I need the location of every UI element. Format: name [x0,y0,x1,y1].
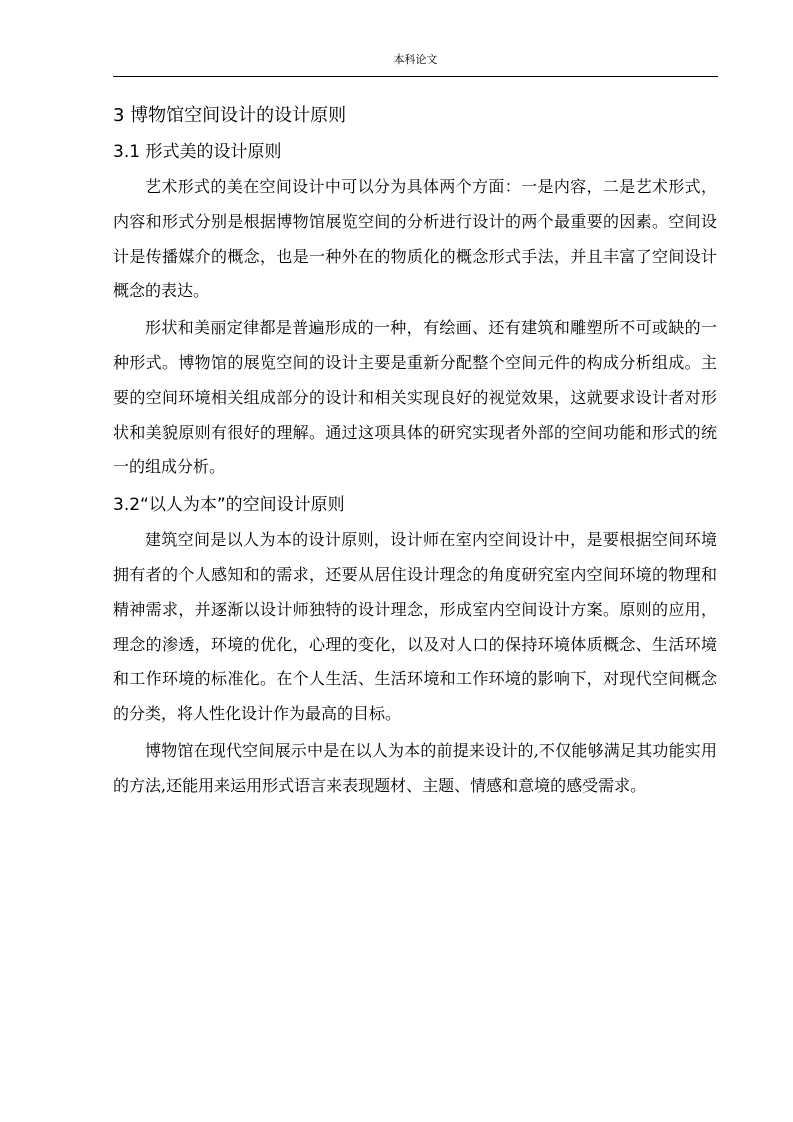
header-title: 本科论文 [393,53,438,66]
page-header [113,52,718,77]
paragraph: 建筑空间是以人为本的设计原则，设计师在室内空间设计中，是要根据空间环境拥有者的个人感知和的需求，还要从居住设计理念的角度研究室内空间环境的物理和精神需求，并逐渐以设计师独特的设计理念，形成室内空间设计方案。原则的应用，理念的渗透，环境的优化，心理的变化，以及对人口的保持环境体质概念、生活环境和工作环境的标准化。在个人生活、生活环境和工作环境的影响下，对现代空间概念的分类，将人性化设计作为最高的目标。 [113,530,717,724]
paragraph: 艺术形式的美在空间设计中可以分为具体两个方面：一是内容，二是艺术形式，内容和形式分别是根据博物馆展览空间的分析进行设计的两个最重要的因素。空间设计是传播媒介的概念，也是一种外在的物质化的概念形式手法，并且丰富了空间设计概念的表达。 [113,177,717,301]
section-3-2-heading: 3.2“以人为本”的空间设计原则 [113,495,345,516]
section-3-heading: 3 博物馆空间设计的设计原则 [113,105,347,126]
document-body [113,98,717,806]
paragraph: 博物馆在现代空间展示中是在以人为本的前提来设计的,不仅能够满足其功能实用的方法,还能用来运用形式语言来表现题材、主题、情感和意境的感受需求。 [113,740,717,795]
paragraph: 形状和美丽定律都是普遍形成的一种，有绘画、还有建筑和雕塑所不可或缺的一种形式。博物馆的展览空间的设计主要是重新分配整个空间元件的构成分析组成。主要的空间环境相关组成部分的设计和相关实现良好的视觉效果，这就要求设计者对形状和美貌原则有很好的理解。通过这项具体的研究实现者外部的空间功能和形式的统一的组成分析。 [113,318,717,477]
section-3-1-heading: 3.1 形式美的设计原则 [113,142,282,162]
